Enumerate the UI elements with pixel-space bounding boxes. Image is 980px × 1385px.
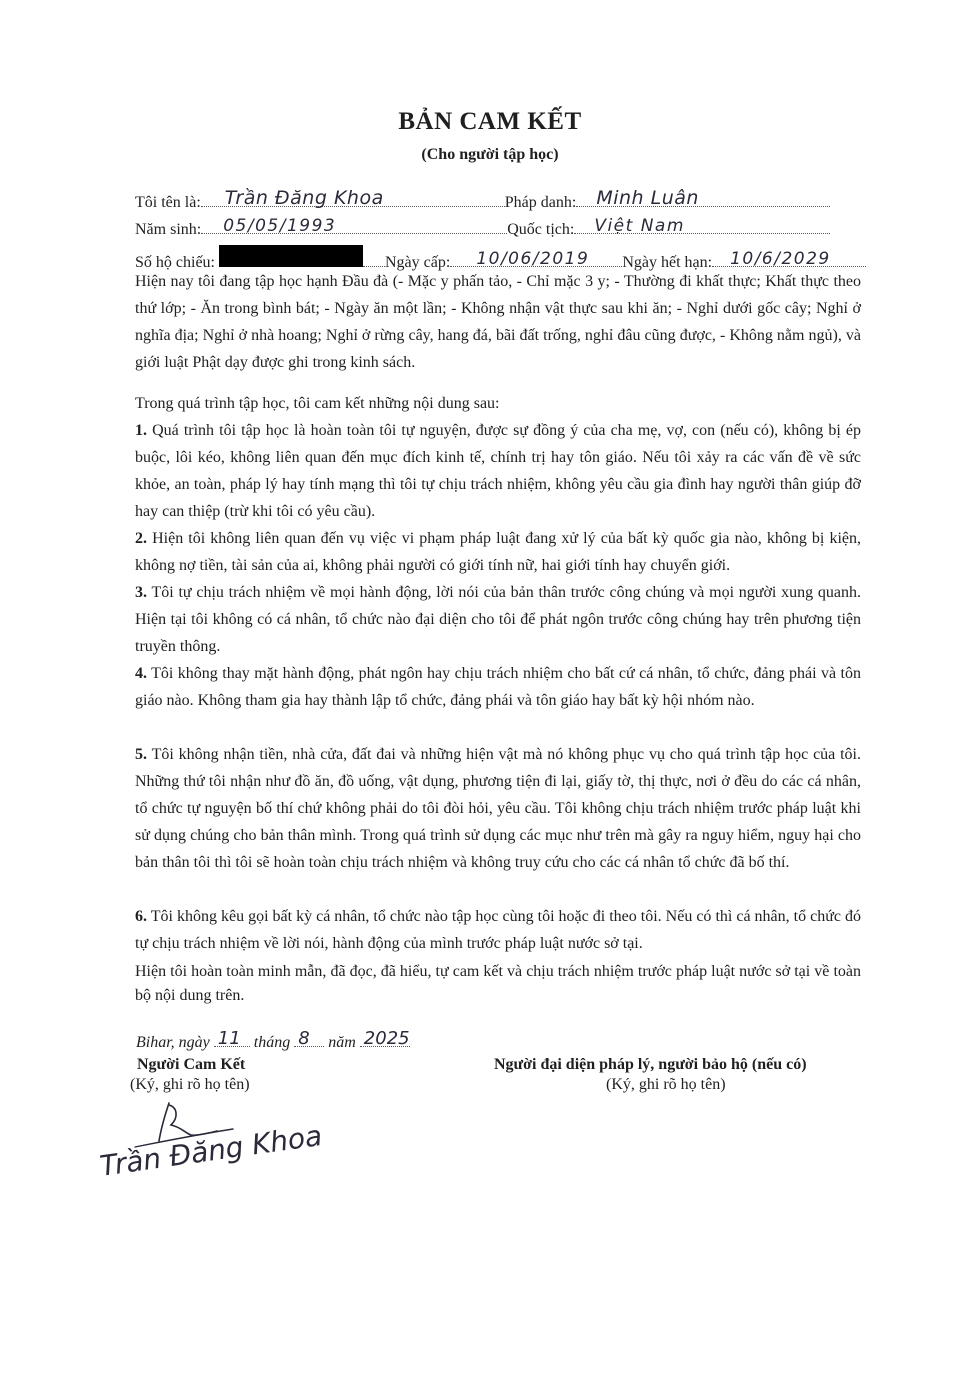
name-label: Tôi tên là: bbox=[135, 194, 201, 211]
dharma-field bbox=[576, 187, 830, 209]
expiry-label: Ngày hết hạn: bbox=[622, 254, 713, 271]
document-subtitle: (Cho người tập học) bbox=[421, 146, 559, 163]
birth-label: Năm sinh: bbox=[135, 221, 202, 238]
signature-handwritten-name: Trần Đăng Khoa bbox=[97, 1118, 325, 1183]
commitment-item-4 bbox=[135, 660, 861, 714]
nationality-value: Việt Nam bbox=[594, 216, 685, 236]
item-number: 5. bbox=[135, 746, 147, 763]
item-text: Tôi không thay mặt hành động, phát ngôn hay chịu trách nhiệm cho bất cứ cá nhân, tổ chức, đảng phái và tôn giáo nào. Không tham gia hay thành lập tổ chức, đảng phái và tôn giáo hay bất kỳ hội nhóm nào. bbox=[135, 665, 862, 709]
commitment-item-1 bbox=[135, 417, 861, 525]
item-text: Tôi không kêu gọi bất kỳ cá nhân, tổ chức nào tập học cùng tôi hoặc đi theo tôi. Nếu có thì cá nhân, tổ chức đó tự chịu trách nhiệm về lời nói, hành động của mình trước pháp luật nước sở tại. bbox=[135, 908, 861, 952]
commitment-item-2 bbox=[135, 525, 861, 579]
right-signer-note: (Ký, ghi rõ họ tên) bbox=[606, 1076, 726, 1093]
issue-label: Ngày cấp: bbox=[385, 254, 451, 271]
day-label: ngày bbox=[178, 1034, 210, 1051]
field-row-name bbox=[135, 187, 830, 212]
left-signer-title: Người Cam Kết bbox=[137, 1056, 246, 1073]
month-label: tháng bbox=[253, 1034, 291, 1051]
commit-intro: Trong quá trình tập học, tôi cam kết những nội dung sau: bbox=[135, 395, 500, 412]
field-row-birth bbox=[135, 216, 830, 239]
month-value: 8 bbox=[298, 1028, 310, 1049]
item-text: Tôi không nhận tiền, nhà cửa, đất đai và những hiện vật mà nó không phục vụ cho quá trình tập học của tôi. Những thứ tôi nhận như đồ ăn, đồ uống, vật dụng, phương tiện đi lại, giấy tờ, thị thực, nơi ở đều do các cá nhân, tổ chức tự nguyện bố thí chứ không phải do tôi đòi hỏi, yêu cầu. Tôi không chịu trách nhiệm trước pháp luật khi sử dụng chúng cho bản thân mình. Trong quá trình sử dụng các mục như trên mà gây ra nguy hiểm, nguy hại cho bản thân tôi thì tôi sẽ hoàn toàn chịu trách nhiệm và không truy cứu cho các cá nhân tổ chức đã bố thí. bbox=[135, 746, 862, 871]
dharma-label: Pháp danh: bbox=[504, 194, 577, 211]
item-number: 6. bbox=[135, 908, 147, 925]
signing-date bbox=[136, 1028, 410, 1052]
year-field bbox=[360, 1028, 410, 1049]
item-text: Tôi tự chịu trách nhiệm về mọi hành động, lời nói của bản thân trước công chúng và mọi người xung quanh. Hiện tại tôi không có cá nhân, tổ chức nào đại diện cho tôi để phát ngôn trước công chúng hay trên phương tiện truyền thông. bbox=[135, 584, 861, 655]
item-number: 4. bbox=[135, 665, 147, 682]
right-signer-title: Người đại diện pháp lý, người bảo hộ (nếu có) bbox=[494, 1056, 807, 1073]
name-value: Trần Đăng Khoa bbox=[224, 187, 384, 209]
dharma-value: Minh Luân bbox=[596, 187, 699, 209]
passport-label: Số hộ chiếu: bbox=[135, 254, 215, 271]
name-field bbox=[201, 187, 505, 209]
commitment-item-6 bbox=[135, 903, 861, 957]
document-title: BẢN CAM KẾT bbox=[398, 108, 582, 135]
passport-redaction bbox=[219, 245, 363, 267]
issue-field bbox=[450, 249, 622, 269]
intro-paragraph: Hiện nay tôi đang tập học hạnh Đầu đà (- Mặc y phấn tảo, - Chỉ mặc 3 y; - Thường đi khất thực; Khất thực theo thứ lớp; - Ăn trong bình bát; - Ngày ăn một lần; - Không nhận vật thực sau khi ăn; - Nghỉ dưới gốc cây; Nghỉ ở nghĩa địa; Nghỉ ở nhà hoang; Nghỉ ở rừng cây, hang đá, bãi đất trống, nghỉ đâu cũng được, - Không nằm ngủ), và giới luật Phật dạy được ghi trong kinh sách. bbox=[135, 273, 861, 371]
item-number: 1. bbox=[135, 422, 147, 439]
item-text: Quá trình tôi tập học là hoàn toàn tôi tự nguyện, được sự đồng ý của cha mẹ, vợ, con (nếu có), không bị ép buộc, lôi kéo, không liên quan đến mục đích kinh tế, chính trị hay tôn giáo. Nếu tôi xảy ra các vấn đề về sức khỏe, an toàn, pháp lý hay tính mạng thì tôi tự chịu trách nhiệm, không yêu cầu gia đình hay người thân giúp đỡ hay can thiệp (trừ khi tôi có yêu cầu). bbox=[135, 422, 861, 520]
signing-place: Bihar, bbox=[136, 1034, 175, 1051]
commitment-item-5 bbox=[135, 741, 861, 876]
nationality-field bbox=[574, 216, 830, 236]
issue-value: 10/06/2019 bbox=[476, 249, 590, 269]
closing-paragraph: Hiện tôi hoàn toàn minh mẫn, đã đọc, đã hiểu, tự cam kết và chịu trách nhiệm trước pháp luật nước sở tại về toàn bộ nội dung trên. bbox=[135, 963, 861, 1004]
birth-value: 05/05/1993 bbox=[223, 216, 337, 236]
year-value: 2025 bbox=[363, 1028, 410, 1049]
day-value: 11 bbox=[217, 1028, 241, 1049]
nationality-label: Quốc tịch: bbox=[507, 221, 575, 238]
item-text: Hiện tôi không liên quan đến vụ việc vi phạm pháp luật đang xử lý của bất kỳ quốc gia nào, không bị kiện, không nợ tiền, tài sản của ai, không phải người có giới tính nữ, hai giới tính hay chuyển giới. bbox=[135, 530, 862, 574]
item-number: 3. bbox=[135, 584, 147, 601]
commitment-item-3 bbox=[135, 579, 861, 660]
item-number: 2. bbox=[135, 530, 147, 547]
month-field bbox=[294, 1028, 324, 1049]
day-field bbox=[214, 1028, 250, 1049]
passport-dots bbox=[363, 252, 385, 267]
year-label: năm bbox=[328, 1034, 356, 1051]
birth-field bbox=[201, 216, 507, 236]
expiry-field bbox=[712, 249, 866, 269]
expiry-value: 10/6/2029 bbox=[730, 249, 831, 269]
left-signer-note: (Ký, ghi rõ họ tên) bbox=[130, 1076, 250, 1093]
